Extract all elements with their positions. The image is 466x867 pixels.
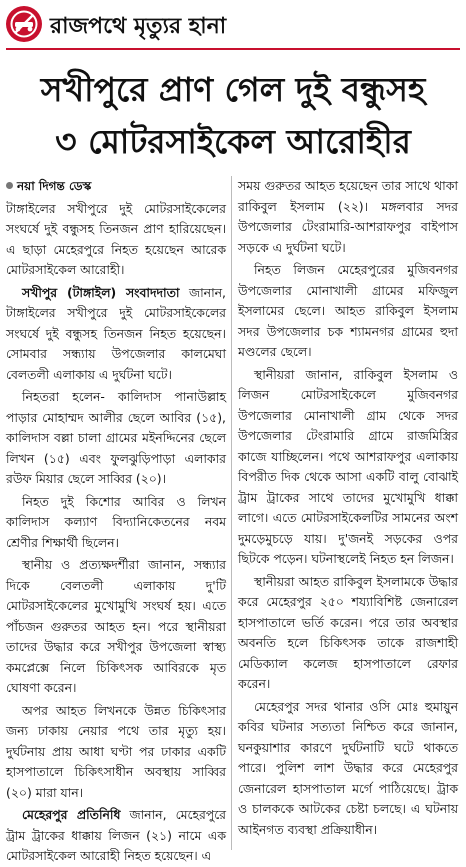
dateline: সখীপুর (টাঙ্গাইল) সংবাদদাতা	[22, 284, 180, 300]
road-accident-logo-icon	[6, 6, 42, 42]
byline	[6, 176, 226, 197]
headline-line-1: সখীপুরে প্রাণ গেল দুই বন্ধুসহ	[40, 70, 426, 109]
article-column-left	[6, 176, 226, 863]
paragraph: সময় গুরুতর আহত হয়েছেন তার সাথে থাকা রাকিবুল ইসলাম (২২)। মঙ্গলবার সদর উপজেলার টেংরামারি-আশরাফপুর বাইপাস সড়কে এ দুর্ঘটনা ঘটে।	[238, 178, 458, 255]
paragraph: স্থানীয়রা আহত রাকিবুল ইসলামকে উদ্ধার করে মেহেরপুর ২৫০ শয্যাবিশিষ্ট জেনারেল হাসপাতালে ভর্তি করেন। পরে তার অবস্থার অবনতি হলে চিকিৎসক তাকে রাজশাহী মেডিক্যাল কলেজ হাসপাতালে রেফার করেন।	[238, 573, 458, 691]
paragraph	[6, 283, 226, 386]
paragraph: নিহত দুই কিশোর আবির ও লিখন কালিদাস কল্যাণ বিদ্যানিকেতনের নবম শ্রেণীর শিক্ষার্থী ছিলেন।	[6, 493, 226, 550]
byline-text: নয়া দিগন্ত ডেস্ক	[17, 179, 92, 193]
paragraph: মেহেরপুর সদর থানার ওসি মোঃ হুমায়ুন কবির ঘটনার সত্যতা নিশ্চিত করে জানান, ঘনকুয়াশার কারণে দুর্ঘটনাটি ঘটে থাকতে পারে। পুলিশ লাশ উদ্ধার করে মেহেরপুর জেনারেল হাসপাতাল মর্গে পাঠিয়েছে। ট্রাক ও চালককে আটকের চেষ্টা চলছে। এ ঘটনায় আইনগত ব্যবস্থা প্রক্রিয়াধীন।	[238, 698, 458, 837]
paragraph: স্থানীয় ও প্রত্যক্ষদর্শীরা জানান, সন্ধ্যার দিকে বেলতলী এলাকায় দু'টি মোটরসাইকেলের মুখোমুখি সংঘর্ষ হয়। এতে পাঁচজন গুরুতর আহত হন। পরে স্থানীয়রা তাদের উদ্ধার করে সখীপুর উপজেলা স্বাস্থ্য কমপ্লেক্সে নিলে চিকিৎসক আবিরকে মৃত ঘোষণা করেন।	[6, 557, 226, 695]
article-column-right	[238, 176, 458, 852]
dateline: মেহেরপুর প্রতিনিধি	[22, 807, 121, 822]
paragraph: স্থানীয়রা জানান, রাকিবুল ইসলাম ও লিজন মোটরসাইকেলে মুজিবনগর উপজেলার মোনাখালী গ্রাম থেকে সদর উপজেলার টেংরামারি গ্রামে রাজমিস্ত্রির কাজে যাচ্ছিলেন। পথে আশরাফপুর এলাকায় বিপরীত দিক থেকে আসা একটি বালু বোঝাই ট্রাম ট্রাকের সাথে তাদের মুখোমুখি ধাক্কা লাগে। এতে মোটরসাইকেলটির সামনের অংশ দুমড়েমুচড়ে যায়। দু'জনই সড়কের ওপর ছিটকে পড়েন। ঘটনাস্থলেই নিহত হন লিজন।	[238, 366, 458, 566]
paragraph	[6, 805, 226, 867]
paragraph: নিহত লিজন মেহেরপুরের মুজিবনগর উপজেলার মোনাখালী গ্রামের মফিজুল ইসলামের ছেলে। আহত রাকিবুল ইসলাম সদর উপজেলার চক শ্যামনগর গ্রামের হুদা মণ্ডলের ছেলে।	[238, 262, 458, 359]
column-divider	[231, 176, 232, 850]
paragraph: টাঙ্গাইলের সখীপুরে দুই মোটরসাইকেলের সংঘর্ষে দুই বন্ধুসহ তিনজন প্রাণ হারিয়েছেন। এ ছাড়া মেহেরপুরে নিহত হয়েছেন আরেক মোটরসাইকেল আরোহী।	[6, 200, 226, 277]
bullet-icon	[6, 182, 13, 189]
paragraph: অপর আহত লিখনকে উন্নত চিকিৎসার জন্য ঢাকায় নেয়ার পথে তার মৃত্যু হয়। দুর্ঘটনায় প্রায় আধা ঘণ্টা পর ঢাকার একটি হাসপাতালে চিকিৎসাধীন অবস্থায় সাব্বির (২০) মারা যান।	[6, 702, 226, 800]
paragraph-text: জানান, মেহেরপুরে ট্রাম ট্রাকের ধাক্কায় লিজন (২১) নামে এক মোটরসাইকেল আরোহী নিহত হয়েছেন। এ	[6, 807, 226, 863]
paragraph: নিহতরা হলেন- কালিদাস পানাউল্লাহ পাড়ার মোহাম্মদ আলীর ছেলে আবির (১৫), কালিদাস বল্লা চালা গ্রামের মইনদ্দিনের ছেলে লিখন (১৫) এবং ফুলঝুড়িপাড়া এলাকার রউফ মিয়ার ছেলে সাব্বির (২০)।	[6, 389, 226, 486]
paragraph-text: জানান, টাঙ্গাইলের সখীপুরে দুই মোটরসাইকেলের সংঘর্ষে দুই বন্ধুসহ তিনজন নিহত হয়েছেন। সোমবার সন্ধ্যায় উপজেলার কালমেঘা বেলতলী এলাকায় এ দুর্ঘটনা ঘটে।	[6, 284, 226, 382]
section-title: রাজপথে মৃত্যুর হানা	[50, 14, 227, 39]
headline-line-2: ৩ মোটরসাইকেল আরোহীর	[55, 122, 411, 161]
